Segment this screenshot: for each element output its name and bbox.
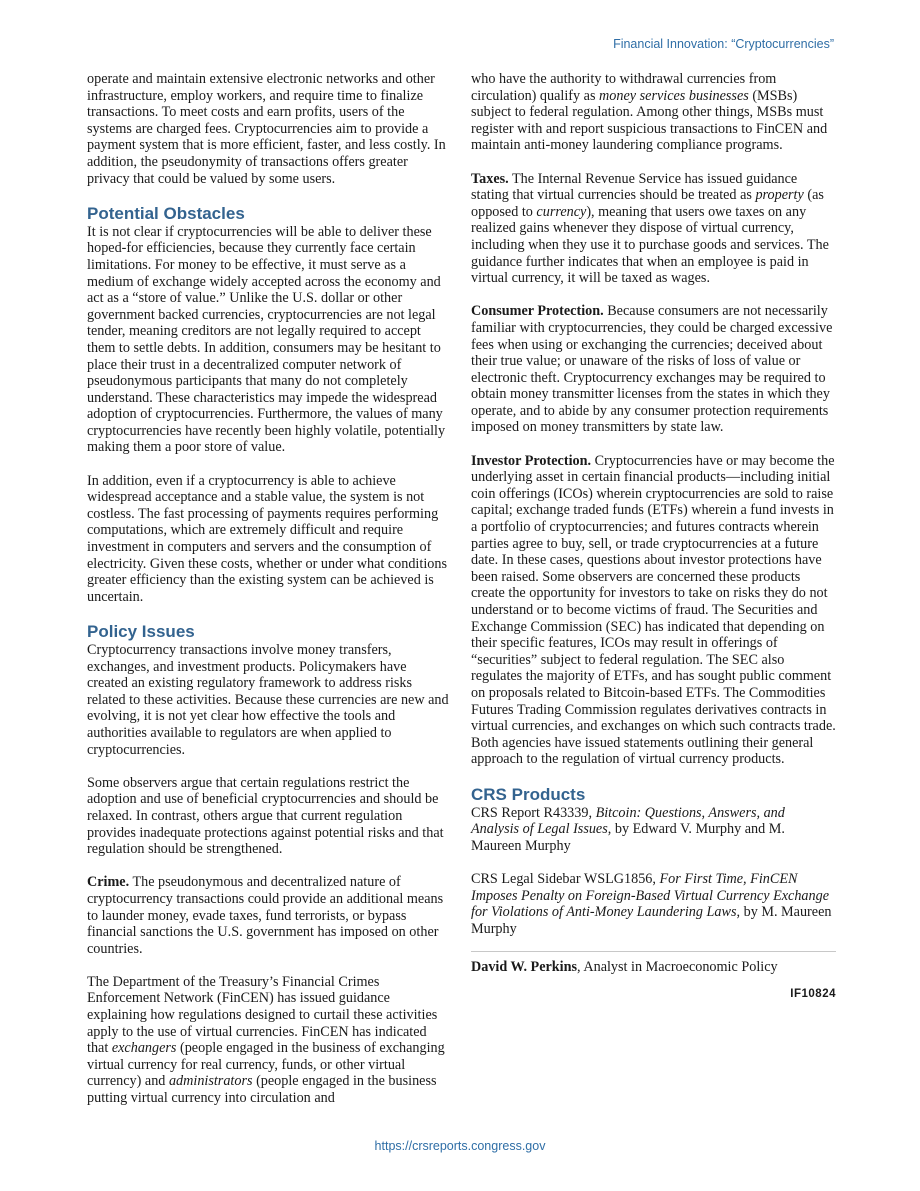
running-header: Financial Innovation: “Cryptocurrencies” <box>613 37 834 51</box>
product-title-1: Bitcoin: Questions, Answers, and Analysis of Legal Issues <box>471 804 785 838</box>
consumer-protection-paragraph: Consumer Protection. Because consumers are not necessarily familiar with cryptocurrencies, they could be charged excessive fees when using or exchanging the currencies; deceived about their true value; or unaware of the risks of loss of value or electronic theft. Cryptocurrency exchanges may be required to obtain money transmitter licenses from the states in which they operate, and to abide by any consumer protection requirements imposed on money transmitters by state law. <box>471 303 833 436</box>
product-item-1: CRS Report R43339, Bitcoin: Questions, Answers, and Analysis of Legal Issues, by Edward V. Murphy and M. Maureen Murphy <box>471 804 785 854</box>
product-title-2: For First Time, FinCEN Imposes Penalty on Foreign-Based Virtual Currency Exchange for Violations of Anti-Money Laundering Laws <box>471 870 830 921</box>
intro-paragraph: operate and maintain extensive electronic networks and other infrastructure, employ workers, and require time to finalize transactions. To meet costs and earn profits, users of the systems are charged fees. Cryptocurrencies aim to provide a payment system that is more efficient, faster, and less costly. In addition, the pseudonymity of transactions offers greater privacy that could be valued by some users. <box>87 71 446 187</box>
obstacles-paragraph-1: It is not clear if cryptocurrencies will be able to deliver these hoped-for efficiencies, because they currently face certain limitations. For money to be effective, it must serve as a medium of exchange widely accepted across the economy and act as a “store of value.” Unlike the U.S. dollar or other government backed currencies, cryptocurrencies are not legal tender, meaning creditors are not legally required to accept them to settle debts. In addition, consumers may be hesitant to place their trust in a decentralized computer network of pseudonymous participants that many do not completely understand. These characteristics may impede the widespread adoption of cryptocurrencies. Furthermore, the values of many cryptocurrencies have recently been highly volatile, potentially making them a poor store of value. <box>87 223 446 456</box>
taxes-lead: Taxes. <box>471 170 509 187</box>
author-line: David W. Perkins, Analyst in Macroeconomic Policy <box>471 959 778 976</box>
investor-lead: Investor Protection. <box>471 452 592 469</box>
consumer-lead: Consumer Protection. <box>471 303 604 320</box>
product-item-2: CRS Legal Sidebar WSLG1856, For First Time, FinCEN Imposes Penalty on Foreign-Based Virtual Currency Exchange for Violations of Anti-Money Laundering Laws, by M. Maureen Murphy <box>471 870 832 937</box>
taxes-paragraph: Taxes. The Internal Revenue Service has issued guidance stating that virtual currencies should be treated as property (as opposed to currency), meaning that users owe taxes on any realized gains whenever they dispose of virtual currency, including when they use it to purchase goods and services. The guidance further indicates that when an employee is paid in virtual currency, it will be taxed as wages. <box>471 170 829 287</box>
footer-url[interactable]: https://crsreports.congress.gov <box>374 1139 546 1153</box>
section-heading-products: CRS Products <box>471 784 586 804</box>
document-id: IF10824 <box>790 987 836 1000</box>
policy-paragraph-2: Some observers argue that certain regulations restrict the adoption and use of beneficial cryptocurrencies and should be relaxed. In contrast, others argue that current regulation provides inadequate protections against potential risks and that regulation should be strengthened. <box>87 774 444 858</box>
right-column <box>471 71 836 1002</box>
policy-paragraph-1: Cryptocurrency transactions involve money transfers, exchanges, and investment products. Policymakers have created an existing regulatory framework to address risks related to these activities. Because these currencies are new and evolving, it is not yet clear how effective the tools and authorities available to regulators are when applied to cryptocurrencies. <box>87 642 449 758</box>
author-name: David W. Perkins <box>471 959 578 976</box>
crime-paragraph: Crime. The pseudonymous and decentralized nature of cryptocurrency transactions could provide an additional means to launder money, evade taxes, fund terrorists, or bypass financial sanctions the U.S. government has imposed on other countries. <box>87 874 444 957</box>
author-divider <box>471 951 836 952</box>
obstacles-paragraph-2: In addition, even if a cryptocurrency is able to achieve widespread acceptance and a stable value, the system is not costless. The fast processing of payments requires performing computations, which are extremely difficult and require investment in computers and servers and the consumption of electricity. Given these costs, whether or under what conditions greater efficiency than the existing system can be achieved is uncertain. <box>87 472 447 605</box>
crime-lead: Crime. <box>87 874 130 891</box>
left-column <box>87 71 449 1107</box>
investor-protection-paragraph: Investor Protection. Cryptocurrencies have or may become the underlying asset in certain financial products—including initial coin offerings (ICOs) wherein cryptocurrencies are sold to raise capital; exchange traded funds (ETFs) wherein a fund invests in a portfolio of cryptocurrencies; and futures contracts wherein parties agree to buy, sell, or trade cryptocurrencies at a future date. In these cases, questions about investor protections have been raised. Some observers are concerned these products create the opportunity for investors to take on risks they do not understand or to become victims of fraud. The Securities and Exchange Commission (SEC) has indicated that depending on their specific features, ICOs may result in offerings of “securities” subject to federal regulation. The SEC also regulates the majority of ETFs, and has sought public comment on proposals related to Bitcoin-based ETFs. The Commodities Futures Trading Commission regulates derivatives contracts in virtual currencies, and exchanges on which such contracts trade. Both agencies have issued statements outlining their general approach to the regulation of virtual currency products. <box>471 452 836 768</box>
section-heading-obstacles: Potential Obstacles <box>87 203 245 223</box>
fincen-paragraph: The Department of the Treasury’s Financial Crimes Enforcement Network (FinCEN) has issued guidance explaining how regulations designed to curtail these activities apply to the use of virtual currencies. FinCEN has indicated that exchangers (people engaged in the business of exchanging virtual currency for real currency, funds, or other virtual currency) and administrators (people engaged in the business putting virtual currency into circulation and <box>87 973 445 1107</box>
section-heading-policy: Policy Issues <box>87 622 195 641</box>
msb-paragraph: who have the authority to withdrawal currencies from circulation) qualify as money services businesses (MSBs) subject to federal regulation. Among other things, MSBs must register with and report suspicious transactions to FinCEN and maintain anti-money laundering compliance programs. <box>471 71 828 154</box>
